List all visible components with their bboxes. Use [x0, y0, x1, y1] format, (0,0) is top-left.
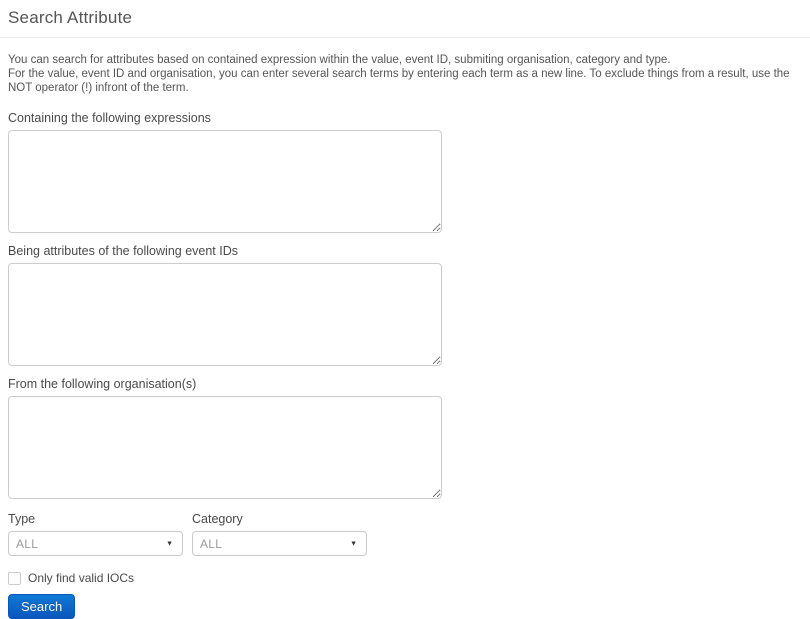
expressions-label: Containing the following expressions	[8, 111, 211, 125]
expressions-textarea[interactable]	[8, 130, 442, 233]
ioc-checkbox-row	[8, 571, 802, 585]
ioc-checkbox-label: Only find valid IOCs	[28, 571, 135, 585]
event-ids-label: Being attributes of the following event IDs	[8, 244, 238, 258]
page-description	[8, 53, 802, 95]
title-divider	[0, 37, 810, 38]
organisations-field-group	[8, 377, 802, 499]
event-ids-field-group	[8, 244, 802, 366]
chevron-down-icon: ▼	[350, 540, 357, 547]
organisations-label: From the following organisation(s)	[8, 377, 197, 391]
organisations-textarea[interactable]	[8, 396, 442, 499]
type-field-group	[8, 512, 183, 556]
attribute-search-form	[8, 111, 802, 619]
expressions-field-group	[8, 111, 802, 233]
search-button[interactable]: Search	[8, 594, 75, 619]
category-label: Category	[192, 512, 243, 526]
category-field-group	[192, 512, 367, 556]
type-select[interactable]	[8, 531, 183, 556]
type-label: Type	[8, 512, 36, 526]
description-line-1: You can search for attributes based on contained expression within the value, event ID, submiting organisation, category and type.	[8, 54, 671, 66]
category-select[interactable]	[192, 531, 367, 556]
type-category-row	[8, 512, 802, 556]
category-select-value: ALL	[200, 536, 223, 551]
page-title: Search Attribute	[8, 8, 133, 27]
type-select-value: ALL	[16, 536, 39, 551]
event-ids-textarea[interactable]	[8, 263, 442, 366]
description-line-2: For the value, event ID and organisation, you can enter several search terms by entering each term as a new line. To exclude things from a result, use the NOT operator (!) infront of the term.	[8, 68, 790, 94]
chevron-down-icon: ▼	[166, 540, 173, 547]
ioc-checkbox[interactable]	[8, 572, 21, 585]
